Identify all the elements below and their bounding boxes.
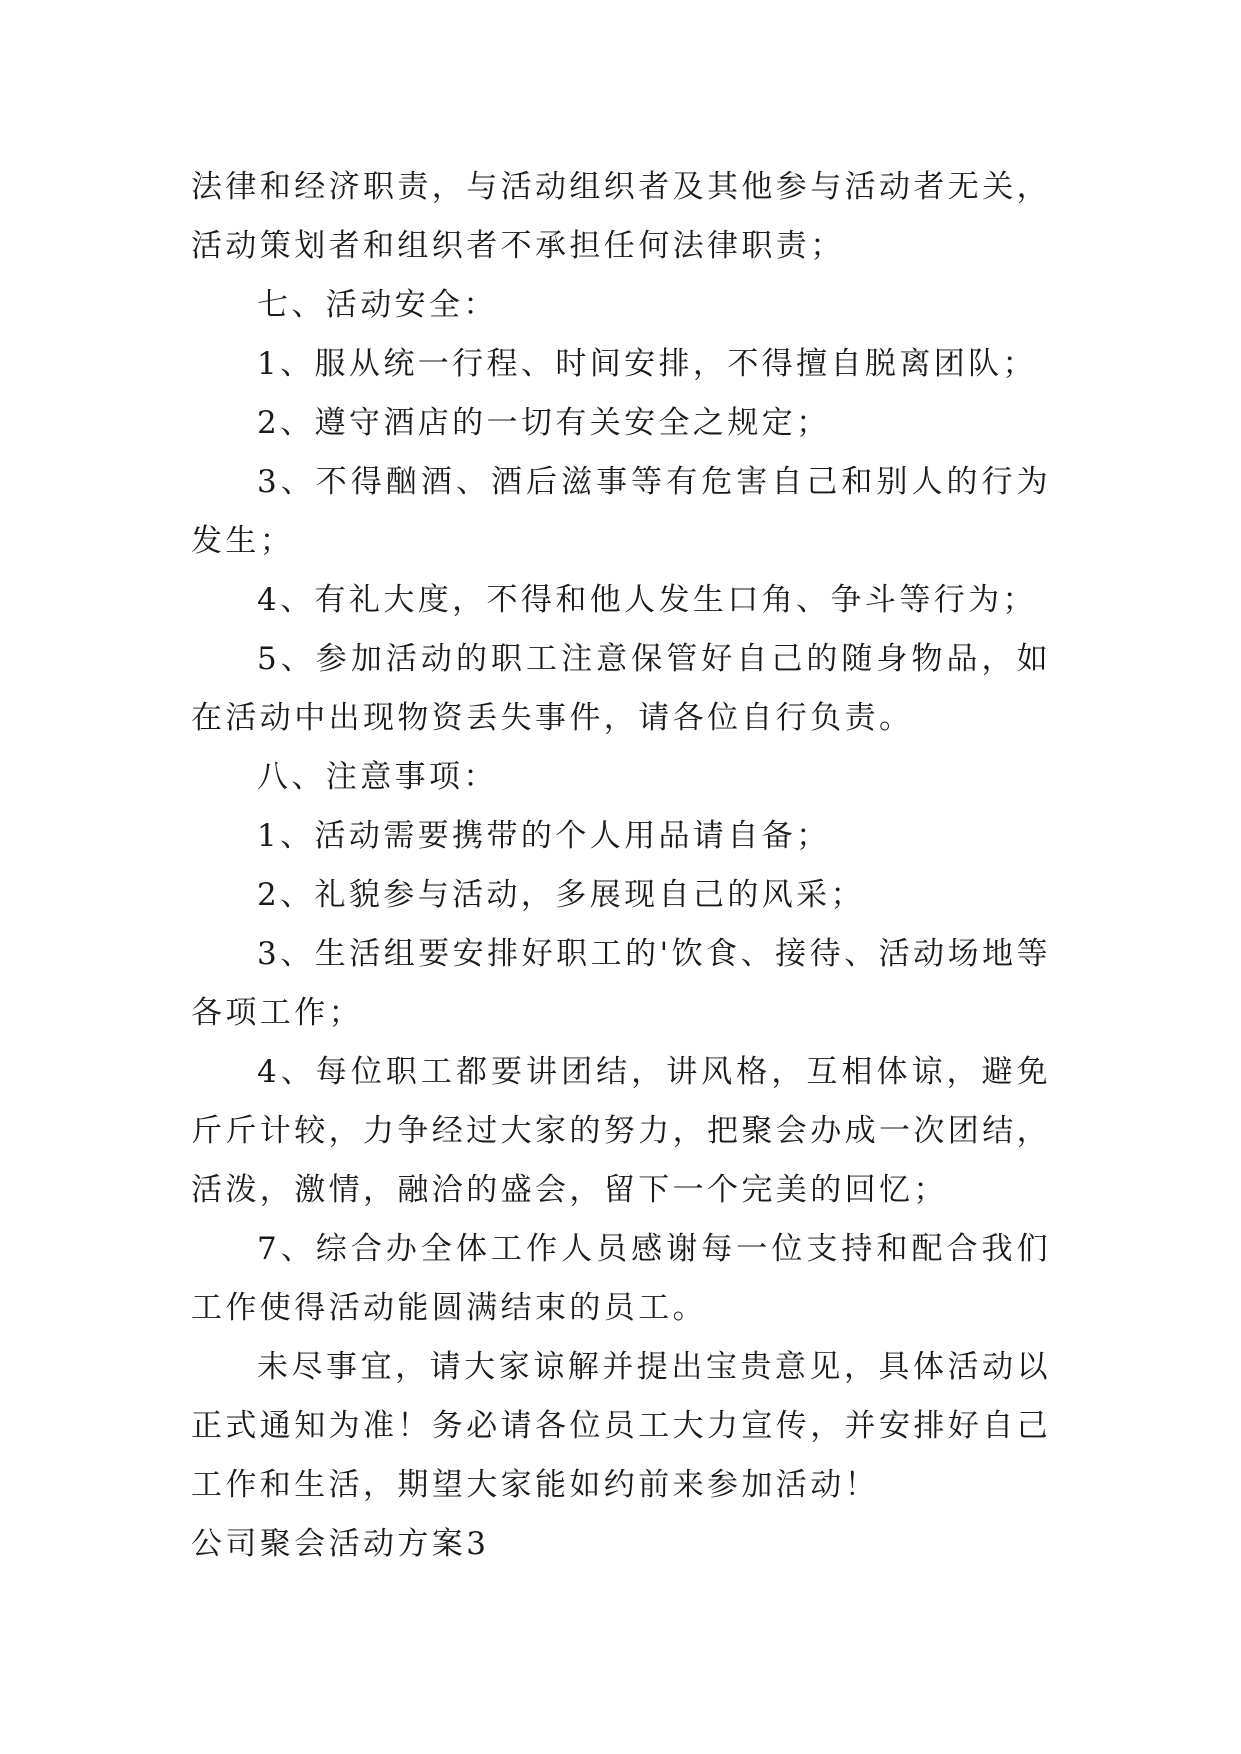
safety-item-4: 4、有礼大度，不得和他人发生口角、争斗等行为； <box>257 582 1037 618</box>
notes-item-2: 2、礼貌参与活动，多展现自己的风采； <box>257 877 865 913</box>
notes-item-4: 4、每位职工都要讲团结，讲风格，互相体谅，避免斤斤计较，力争经过大家的努力，把聚会办成一次团结，活泼，激情，融洽的盛会，留下一个完美的回忆； <box>191 1054 1051 1208</box>
notes-item-1: 1、活动需要携带的个人用品请自备； <box>257 818 831 854</box>
heading-activity-safety: 七、活动安全： <box>257 287 498 323</box>
notes-item-3: 3、生活组要安排好职工的'饮食、接待、活动场地等各项工作； <box>191 936 1051 1031</box>
safety-item-2: 2、遵守酒店的一切有关安全之规定； <box>257 405 831 441</box>
paragraph-liability-continued: 法律和经济职责，与活动组织者及其他参与活动者无关，活动策划者和组织者不承担任何法律职责； <box>191 169 1051 264</box>
heading-notes: 八、注意事项： <box>257 759 498 795</box>
document-body <box>191 158 1051 1574</box>
safety-item-1: 1、服从统一行程、时间安排，不得擅自脱离团队； <box>257 346 1037 382</box>
closing-paragraph: 未尽事宜，请大家谅解并提出宝贵意见，具体活动以正式通知为准！务必请各位员工大力宣传，并安排好自己工作和生活，期望大家能如约前来参加活动！ <box>191 1349 1051 1503</box>
safety-item-3: 3、不得酗酒、酒后滋事等有危害自己和别人的行为发生； <box>191 464 1051 559</box>
section-title: 公司聚会活动方案3 <box>191 1526 490 1562</box>
safety-item-5: 5、参加活动的职工注意保管好自己的随身物品，如在活动中出现物资丢失事件，请各位自行负责。 <box>191 641 1051 736</box>
notes-item-7: 7、综合办全体工作人员感谢每一位支持和配合我们工作使得活动能圆满结束的员工。 <box>191 1231 1051 1326</box>
